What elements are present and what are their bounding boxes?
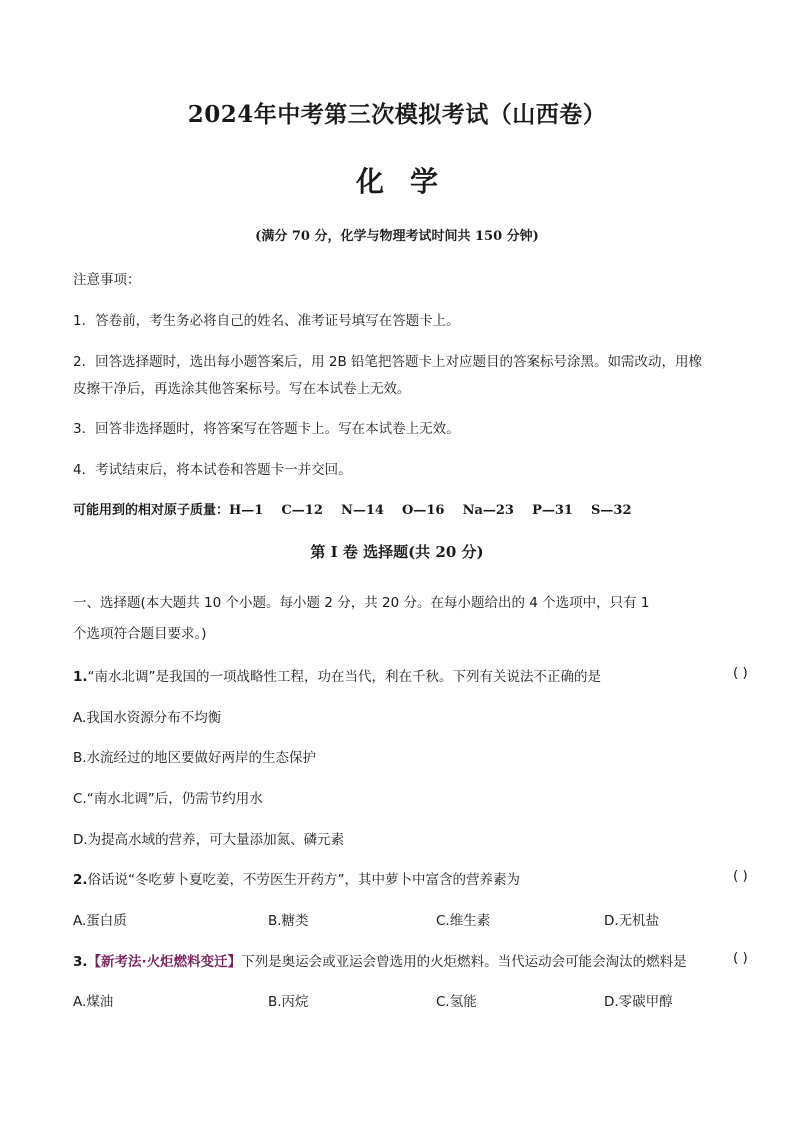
section-instruction-line2: 个选项符合题目要求。) — [73, 626, 207, 642]
q3-option-b: B.丙烷 — [268, 994, 309, 1010]
q3-option-d: D.零碳甲醇 — [604, 994, 673, 1010]
q2-option-d: D.无机盐 — [604, 913, 660, 929]
notice-item-2: 2．回答选择题时，选出每小题答案后，用 2B 铅笔把答题卡上对应题目的答案标号涂黑。如需改动，用橡 — [73, 354, 703, 370]
q2-option-b: B.糖类 — [268, 913, 309, 929]
q1-option-a: A.我国水资源分布不均衡 — [73, 710, 222, 726]
q2-option-a: A.蛋白质 — [73, 913, 127, 929]
notice-item-4: 4．考试结束后，将本试卷和答题卡一并交回。 — [73, 462, 352, 478]
question-number: 1. — [73, 669, 88, 685]
exam-title: 2024年中考第三次模拟考试（山西卷） — [187, 101, 607, 128]
section-title: 第 I 卷 选择题(共 20 分) — [310, 543, 484, 561]
q1-option-b: B.水流经过的地区要做好两岸的生态保护 — [73, 750, 317, 766]
answer-bracket: ( ) — [733, 950, 748, 966]
q3-option-c: C.氢能 — [436, 994, 477, 1010]
answer-bracket: ( ) — [733, 868, 748, 884]
notice-heading: 注意事项： — [73, 272, 141, 288]
question-tag: 【新考法·火炬燃料变迁】 — [87, 954, 242, 970]
atomic-masses: 可能用到的相对原子质量：H—1 C—12 N—14 O—16 Na—23 P—31 S—32 — [73, 503, 632, 518]
subject-title: 化学 — [355, 165, 464, 198]
question-text: “南水北调”是我国的一项战略性工程，功在当代，利在千秋。下列有关说法不正确的是 — [87, 669, 602, 685]
notice-item-3: 3．回答非选择题时，将答案写在答题卡上。写在本试卷上无效。 — [73, 421, 460, 437]
question-3 — [73, 950, 687, 970]
question-text: 下列是奥运会或亚运会曾选用的火炬燃料。当代运动会可能会淘汰的燃料是 — [241, 954, 687, 970]
q1-option-c: C.“南水北调”后，仍需节约用水 — [73, 791, 263, 807]
section-instruction-line1: 一、选择题(本大题共 10 个小题。每小题 2 分，共 20 分。在每小题给出的 4 个选项中，只有 1 — [73, 595, 650, 611]
notice-item-2-cont: 皮擦干净后，再选涂其他答案标号。写在本试卷上无效。 — [73, 381, 411, 397]
notice-item-1: 1．答卷前，考生务必将自己的姓名、准考证号填写在答题卡上。 — [73, 313, 460, 329]
question-2 — [73, 868, 520, 888]
question-1 — [73, 665, 601, 685]
question-number: 2. — [73, 872, 88, 888]
q1-option-d: D.为提高水域的营养，可大量添加氮、磷元素 — [73, 832, 345, 848]
score-info: (满分 70 分，化学与物理考试时间共 150 分钟) — [255, 229, 539, 244]
question-text: 俗话说“冬吃萝卜夏吃姜，不劳医生开药方”，其中萝卜中富含的营养素为 — [87, 872, 521, 888]
answer-bracket: ( ) — [733, 665, 748, 681]
q2-option-c: C.维生素 — [436, 913, 491, 929]
question-number: 3. — [73, 954, 88, 970]
q3-option-a: A.煤油 — [73, 994, 114, 1010]
